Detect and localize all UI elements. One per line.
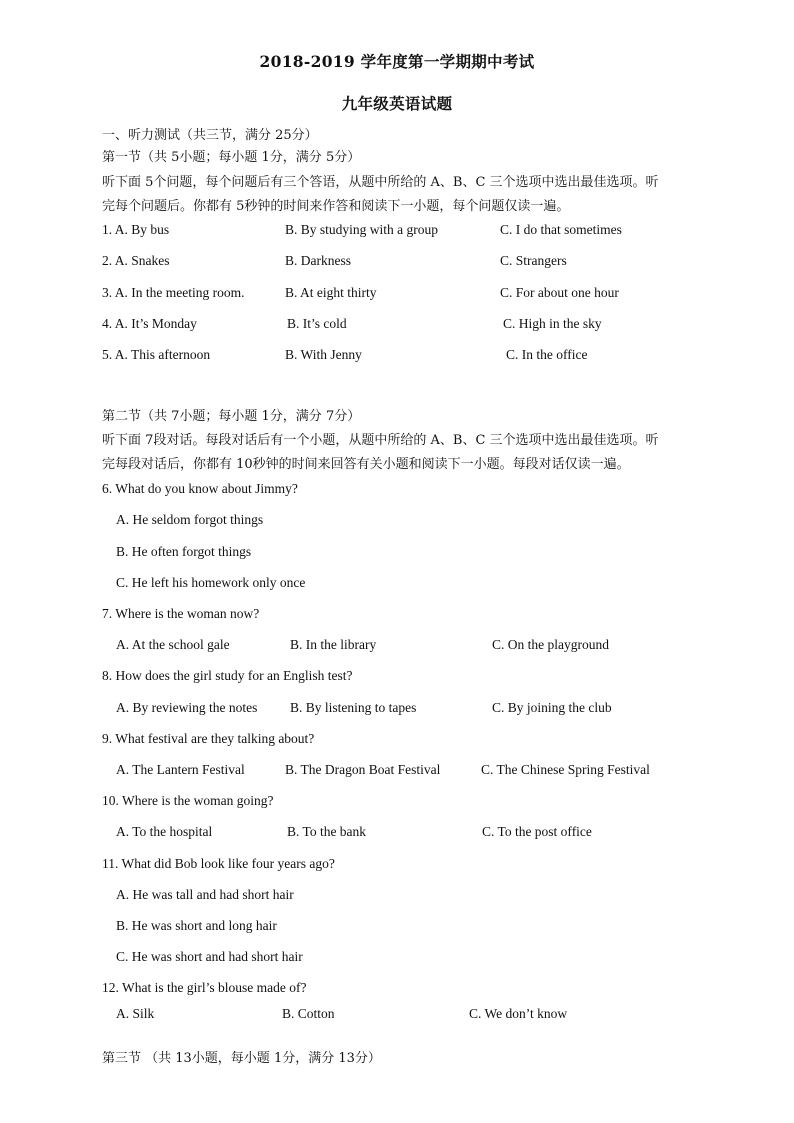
- q1-option-c: C. I do that sometimes: [500, 222, 622, 237]
- question-8: 8. How does the girl study for an English test?: [102, 668, 353, 683]
- q12-option-b: B. Cotton: [282, 1006, 335, 1021]
- section1-heading: 第一节（共 5小题；每小题 1分，满分 5分）: [102, 150, 361, 165]
- exam-subtitle: 九年级英语试题: [341, 94, 453, 113]
- q11-option-b: B. He was short and long hair: [116, 918, 277, 933]
- q11-option-a: A. He was tall and had short hair: [116, 887, 294, 902]
- q2-option-a: 2. A. Snakes: [102, 253, 170, 268]
- question-11: 11. What did Bob look like four years ago?: [102, 856, 335, 871]
- q7-option-c: C. On the playground: [492, 637, 609, 652]
- section1-instruction-line1: 听下面 5个问题，每个问题后有三个答语，从题中所给的 A、B、C 三个选项中选出最佳选项。听: [102, 175, 659, 190]
- section2-instruction-line1: 听下面 7段对话。每段对话后有一个小题，从题中所给的 A、B、C 三个选项中选出最佳选项。听: [102, 433, 659, 448]
- q8-option-c: C. By joining the club: [492, 700, 612, 715]
- part1-heading: 一、听力测试（共三节，满分 25分）: [102, 128, 318, 143]
- q5-option-c: C. In the office: [506, 347, 588, 362]
- question-12: 12. What is the girl’s blouse made of?: [102, 980, 307, 995]
- q6-option-b: B. He often forgot things: [116, 544, 252, 559]
- q11-option-c: C. He was short and had short hair: [116, 949, 303, 964]
- q6-option-c: C. He left his homework only once: [116, 575, 306, 590]
- question-7: 7. Where is the woman now?: [102, 606, 260, 621]
- exam-title: 2018-2019 学年度第一学期期中考试: [259, 52, 535, 71]
- q12-option-c: C. We don’t know: [469, 1006, 568, 1021]
- q1-option-a: 1. A. By bus: [102, 222, 170, 237]
- q4-option-a: 4. A. It’s Monday: [102, 316, 197, 331]
- q7-option-a: A. At the school gale: [116, 637, 230, 652]
- q8-option-b: B. By listening to tapes: [290, 700, 417, 715]
- q1-option-b: B. By studying with a group: [285, 222, 439, 237]
- q10-option-c: C. To the post office: [482, 824, 592, 839]
- q4-option-c: C. High in the sky: [503, 316, 602, 331]
- question-6: 6. What do you know about Jimmy?: [102, 481, 298, 496]
- q9-option-a: A. The Lantern Festival: [116, 762, 245, 777]
- q3-option-a: 3. A. In the meeting room.: [102, 285, 245, 300]
- question-9: 9. What festival are they talking about?: [102, 731, 315, 746]
- q5-option-b: B. With Jenny: [285, 347, 362, 362]
- section2-instruction-line2: 完每段对话后，你都有 10秒钟的时间来回答有关小题和阅读下一小题。每段对话仅读一遍。: [102, 457, 630, 472]
- q2-option-b: B. Darkness: [285, 253, 351, 268]
- q10-option-b: B. To the bank: [287, 824, 367, 839]
- section2-heading: 第二节（共 7小题；每小题 1分，满分 7分）: [102, 409, 361, 424]
- q5-option-a: 5. A. This afternoon: [102, 347, 211, 362]
- section1-instruction-line2: 完每个问题后。你都有 5秒钟的时间来作答和阅读下一小题，每个问题仅读一遍。: [102, 199, 570, 214]
- q8-option-a: A. By reviewing the notes: [116, 700, 258, 715]
- q9-option-b: B. The Dragon Boat Festival: [285, 762, 441, 777]
- q2-option-c: C. Strangers: [500, 253, 567, 268]
- q12-option-a: A. Silk: [116, 1006, 155, 1021]
- q10-option-a: A. To the hospital: [116, 824, 213, 839]
- q6-option-a: A. He seldom forgot things: [116, 512, 264, 527]
- q3-option-b: B. At eight thirty: [285, 285, 377, 300]
- question-10: 10. Where is the woman going?: [102, 793, 274, 808]
- q9-option-c: C. The Chinese Spring Festival: [481, 762, 650, 777]
- q4-option-b: B. It’s cold: [287, 316, 347, 331]
- q7-option-b: B. In the library: [290, 637, 377, 652]
- section3-heading: 第三节 （共 13小题，每小题 1分，满分 13分）: [102, 1051, 381, 1066]
- q3-option-c: C. For about one hour: [500, 285, 619, 300]
